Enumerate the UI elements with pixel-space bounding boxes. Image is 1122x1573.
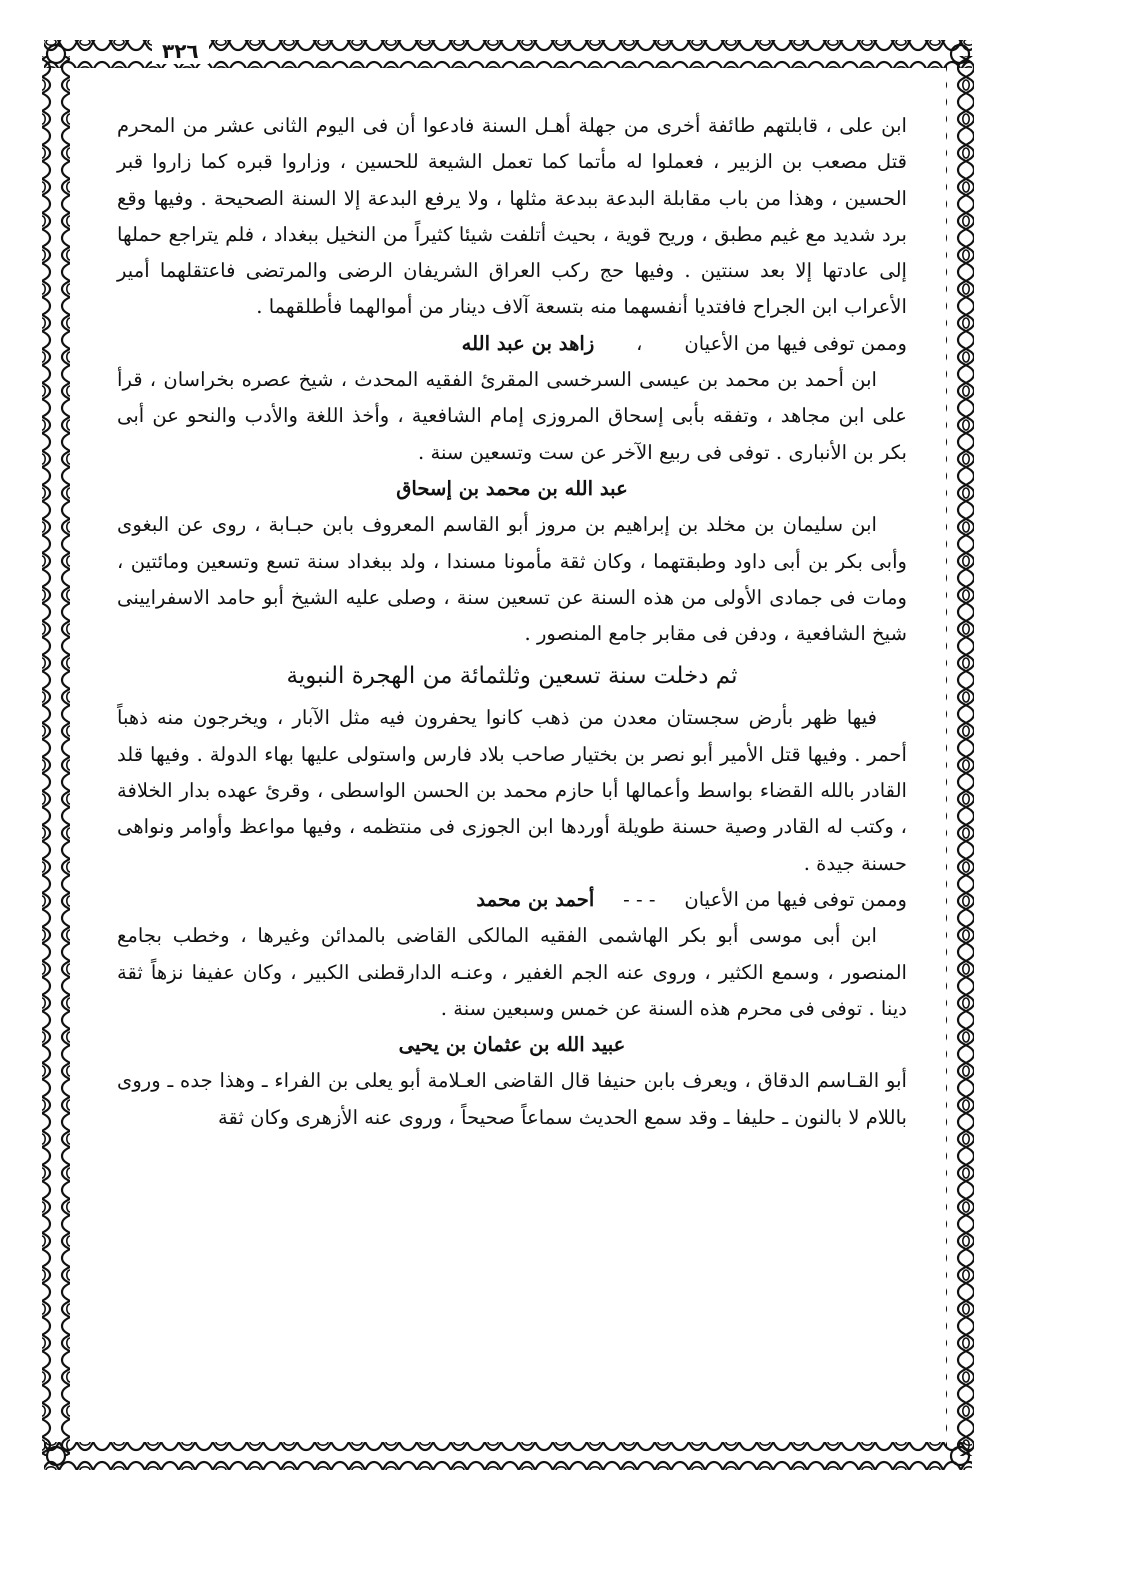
biography-name: زاهد بن عبد الله <box>461 331 595 355</box>
biography-name: أحمد بن محمد <box>476 887 595 911</box>
page-text <box>117 108 907 1136</box>
biography-heading: عبيد الله بن عثمان بن يحيى <box>398 1033 626 1057</box>
body-paragraph: ابن سليمان بن مخلد بن إبراهيم بن مروز أبو القاسم المعروف بابن حبـابة ، روى عن البغوى وأبى بكر بن أبى داود وطبقتهما ، وكان ثقة مأمونا مسندا ، ولد ببغداد سنة تسع وتسعين ومائتين ، ومات فى جمادى الأولى من هذه السنة عن تسعين سنة ، وصلى عليه الشيخ أبو حامد الاسفرايينى شيخ الشافعية ، ودفن فى مقابر جامع المنصور . <box>117 513 907 646</box>
year-section-title: ثم دخلت سنة تسعين وثلثمائة من الهجرة النبوية <box>286 663 738 690</box>
body-paragraph: ابن على ، قابلتهم طائفة أخرى من جهلة أهـل السنة فادعوا أن فى اليوم الثانى عشر من المحرم قتل مصعب بن الزبير ، فعملوا له مأتما كما تعمل الشيعة للحسين ، وزاروا قبره كما زاروا قبر الحسين ، وهذا من باب مقابلة البدعة ببدعة مثلها ، ولا يرفع البدعة إلا السنة الصحيحة . وفيها وقع برد شديد مع غيم مطبق ، وريح قوية ، بحيث أتلفت شيئا كثيراً من النخيل ببغداد ، فلم يتراجع حملها إلى عادتها إلا بعد سنتين . وفيها حج ركب العراق الشريفان الرضى والمرتضى فاعتقلهما أمير الأعراب ابن الجراح فافتديا أنفسهما منه بتسعة آلاف دينار من أموالهما فأطلقهما . <box>117 114 907 319</box>
deaths-intro-line <box>117 882 907 918</box>
biography-heading: عبد الله بن محمد بن إسحاق <box>396 476 628 500</box>
page-number: ٣٢٦ <box>152 38 209 64</box>
body-paragraph: فيها ظهر بأرض سجستان معدن من ذهب كانوا يحفرون فيه مثل الآبار ، ويخرجون منه ذهباً أحمر . وفيها قتل الأمير أبو نصر بن بختيار صاحب بلاد فارس واستولى عليها بهاء الدولة . وفيها قلد القادر بالله القضاء بواسط وأعمالها أبا حازم محمد بن الحسن الواسطى ، وقرئ عهده بدار الخلافة ، وكتب له القادر وصية حسنة طويلة أوردها ابن الجوزى فى منتظمه ، وفيها مواعظ وأوامر ونواهى حسنة جيدة . <box>117 706 907 875</box>
separator: ، <box>636 331 643 355</box>
body-paragraph: ابن أحمد بن محمد بن عيسى السرخسى المقرئ الفقيه المحدث ، شيخ عصره بخراسان ، قرأ على ابن مجاهد ، وتفقه بأبى إسحاق المروزى إمام الشافعية ، وأخذ اللغة والأدب والنحو عن أبى بكر بن الأنبارى . توفى فى ربيع الآخر عن ست وتسعين سنة . <box>117 368 907 464</box>
separator: - - - <box>623 887 656 911</box>
deaths-intro-text: وممن توفى فيها من الأعيان <box>684 887 907 911</box>
deaths-intro-text: وممن توفى فيها من الأعيان <box>684 331 907 355</box>
body-paragraph: ابن أبى موسى أبو بكر الهاشمى الفقيه المالكى القاضى بالمدائن وغيرها ، وخطب بجامع المنصور ، وسمع الكثير ، وروى عنه الجم الغفير ، وعنـه الدارقطنى الكبير ، وكان عفيفا نزهاً ثقة دينا . توفى فى محرم هذه السنة عن خمس وسبعين سنة . <box>117 924 907 1020</box>
body-paragraph: أبو القـاسم الدقاق ، ويعرف بابن حنيفا قال القاضى العـلامة أبو يعلى بن الفراء ـ وهذا جده ـ وروى باللام لا بالنون ـ حليفا ـ وقد سمع الحديث سماعاً صحيحاً ، وروى عنه الأزهرى وكان ثقة <box>117 1069 907 1129</box>
deaths-intro-line <box>117 326 907 362</box>
